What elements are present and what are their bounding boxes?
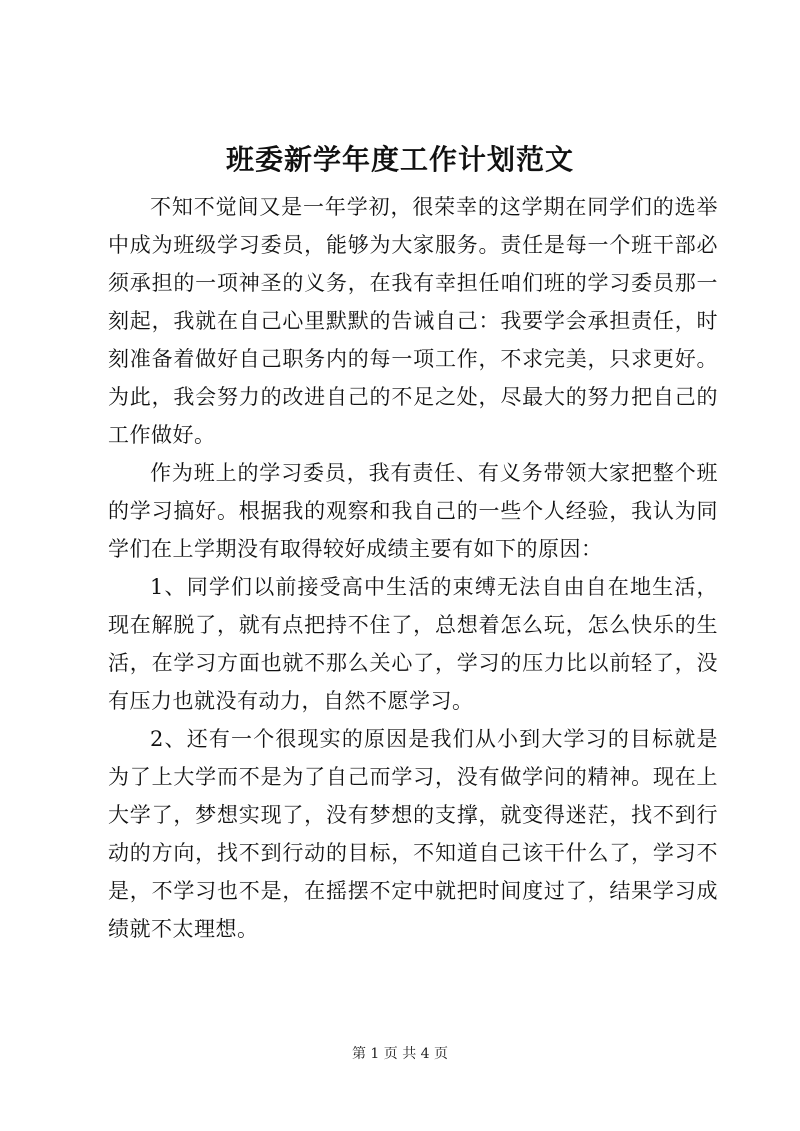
document-body — [108, 188, 718, 948]
paragraph-reason-1: 1、同学们以前接受高中生活的束缚无法自由自在地生活，现在解脱了，就有点把持不住了，总想着怎么玩，怎么快乐的生活，在学习方面也就不那么关心了，学习的压力比以前轻了，没有压力也就没有动力，自然不愿学习。 — [108, 575, 718, 713]
paragraph-reason-2: 2、还有一个很现实的原因是我们从小到大学习的目标就是为了上大学而不是为了自己而学习，没有做学问的精神。现在上大学了，梦想实现了，没有梦想的支撑，就变得迷茫，找不到行动的方向，找不到行动的目标，不知道自己该干什么了，学习不是，不学习也不是，在摇摆不定中就把时间度过了，结果学习成绩就不太理想。 — [108, 727, 718, 941]
page-footer: 第 1 页 共 4 页 — [351, 1046, 449, 1062]
document-title: 班委新学年度工作计划范文 — [225, 143, 574, 176]
paragraph-responsibility: 作为班上的学习委员，我有责任、有义务带领大家把整个班的学习搞好。根据我的观察和我自己的一些个人经验，我认为同学们在上学期没有取得较好成绩主要有如下的原因： — [108, 461, 718, 561]
paragraph-intro: 不知不觉间又是一年学初，很荣幸的这学期在同学们的选举中成为班级学习委员，能够为大家服务。责任是每一个班干部必须承担的一项神圣的义务，在我有幸担任咱们班的学习委员那一刻起，我就在自己心里默默的告诫自己：我要学会承担责任，时刻准备着做好自己职务内的每一项工作，不求完美，只求更好。为此，我会努力的改进自己的不足之处，尽最大的努力把自己的工作做好。 — [108, 195, 718, 447]
